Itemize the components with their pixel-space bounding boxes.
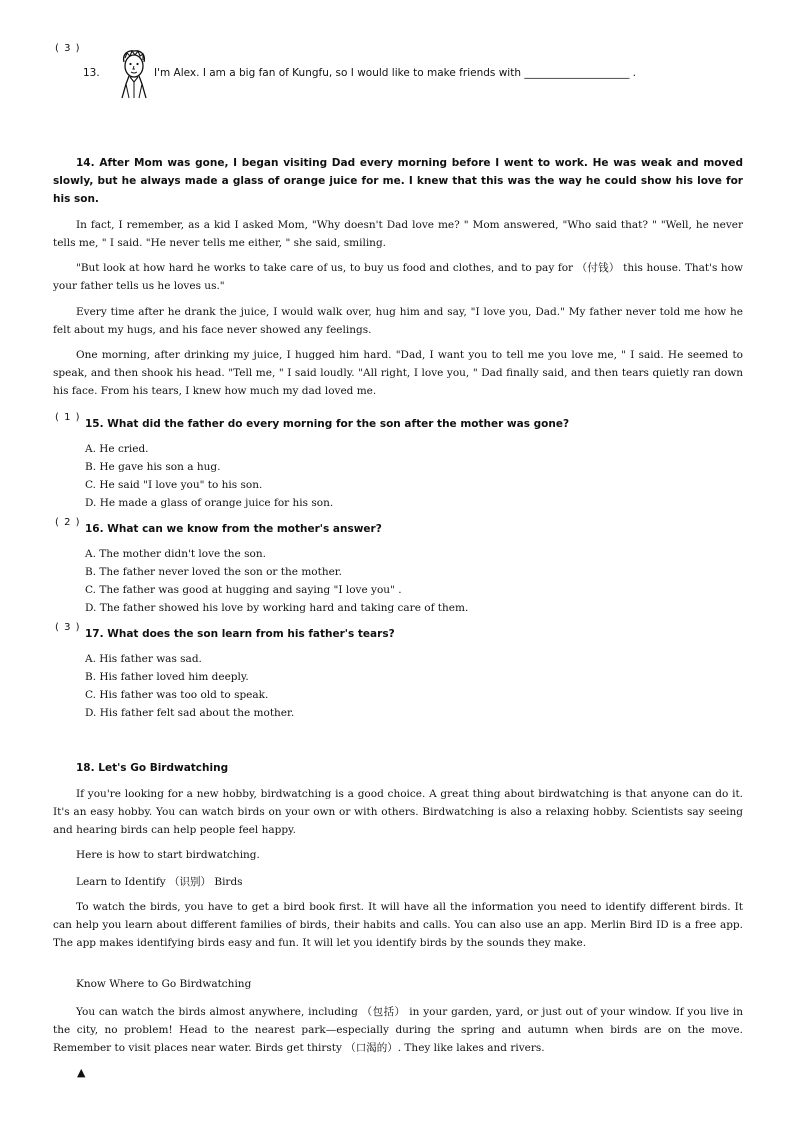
passage-paragraph: In fact, I remember, as a kid I asked Mom, "Why doesn't Dad love me? " Mom answered, "Who said that? " "Well, he never tells me, " I said. "He never tells me either, " she said, smiling. — [53, 219, 743, 249]
question-marker: ( 1 ) — [55, 412, 81, 423]
answer-option[interactable]: D. The father showed his love by working hard and taking care of them. — [85, 602, 469, 614]
passage-paragraph: You can watch the birds almost anywhere, including （包括） in your garden, yard, or just out of your window. If you live in the city, no problem! Head to the nearest park—especially during the spring and autumn when birds are on the move. Remember to visit places near water. Birds get thirsty （口渴的）. They like lakes and rivers. — [53, 1006, 743, 1054]
passage-paragraph: "But look at how hard he works to take care of us, to buy us food and clothes, and to pay for （付钱） this house. That's how your father tells us he loves us." — [53, 262, 743, 292]
passage-intro: 14. After Mom was gone, I began visiting Dad every morning before I went to work. He was weak and moved slowly, but he always made a glass of orange juice for me. I knew that this was the way he could show his love for his son. — [53, 157, 743, 205]
passage-subheading: Learn to Identify （识别） Birds — [76, 876, 243, 888]
question-16-text: 16. What can we know from the mother's answer? — [85, 523, 382, 535]
answer-option[interactable]: C. The father was good at hugging and saying "I love you" . — [85, 584, 402, 596]
passage-subheading: Know Where to Go Birdwatching — [76, 978, 252, 990]
passage-paragraph: Every time after he drank the juice, I would walk over, hug him and say, "I love you, Dad." My father never told me how he felt about my hugs, and his face never showed any feelings. — [53, 306, 743, 336]
answer-option[interactable]: B. The father never loved the son or the mother. — [85, 566, 343, 578]
passage-paragraph: Here is how to start birdwatching. — [76, 849, 260, 861]
question-15-text: 15. What did the father do every morning for the son after the mother was gone? — [85, 418, 570, 430]
answer-option[interactable]: C. He said "I love you" to his son. — [85, 479, 263, 491]
question-17-text: 17. What does the son learn from his father's tears? — [85, 628, 395, 640]
section-marker: ( 3 ) — [55, 43, 81, 54]
answer-option[interactable]: A. His father was sad. — [85, 653, 202, 665]
question-marker: ( 2 ) — [55, 517, 81, 528]
passage-paragraph: One morning, after drinking my juice, I hugged him hard. "Dad, I want you to tell me you love me, " I said. He seemed to speak, and then shook his head. "Tell me, " I said loudly. "All right, I love you, " Dad finally said, and then tears quietly ran down his face. From his tears, I knew how much my dad loved me. — [53, 349, 743, 397]
question-marker: ( 3 ) — [55, 622, 81, 633]
answer-option[interactable]: B. His father loved him deeply. — [85, 671, 249, 683]
answer-option[interactable]: A. The mother didn't love the son. — [85, 548, 266, 560]
passage-paragraph: To watch the birds, you have to get a bird book first. It will have all the information you need to identify different birds. It can help you learn about different families of birds, their habits and calls. You can also use an app. Merlin Bird ID is a free app. The app makes identifying birds easy and fun. It will let you identify birds by the sounds they make. — [53, 901, 743, 949]
triangle-icon: ▲ — [77, 1066, 86, 1079]
passage-title: 18. Let's Go Birdwatching — [76, 762, 229, 774]
answer-option[interactable]: A. He cried. — [85, 443, 149, 455]
question-13-text: I'm Alex. I am a big fan of Kungfu, so I would like to make friends with ____________________ . — [154, 67, 636, 79]
answer-option[interactable]: D. He made a glass of orange juice for his son. — [85, 497, 334, 509]
answer-option[interactable]: D. His father felt sad about the mother. — [85, 707, 295, 719]
answer-option[interactable]: C. His father was too old to speak. — [85, 689, 269, 701]
question-number: 13. — [83, 67, 100, 79]
boy-portrait-icon — [116, 48, 152, 100]
answer-option[interactable]: B. He gave his son a hug. — [85, 461, 221, 473]
passage-paragraph: If you're looking for a new hobby, birdwatching is a good choice. A great thing about birdwatching is that anyone can do it. It's an easy hobby. You can watch birds on your own or with others. Birdwatching is also a relaxing hobby. Scientists say seeing and hearing birds can help people feel happy. — [53, 788, 743, 836]
